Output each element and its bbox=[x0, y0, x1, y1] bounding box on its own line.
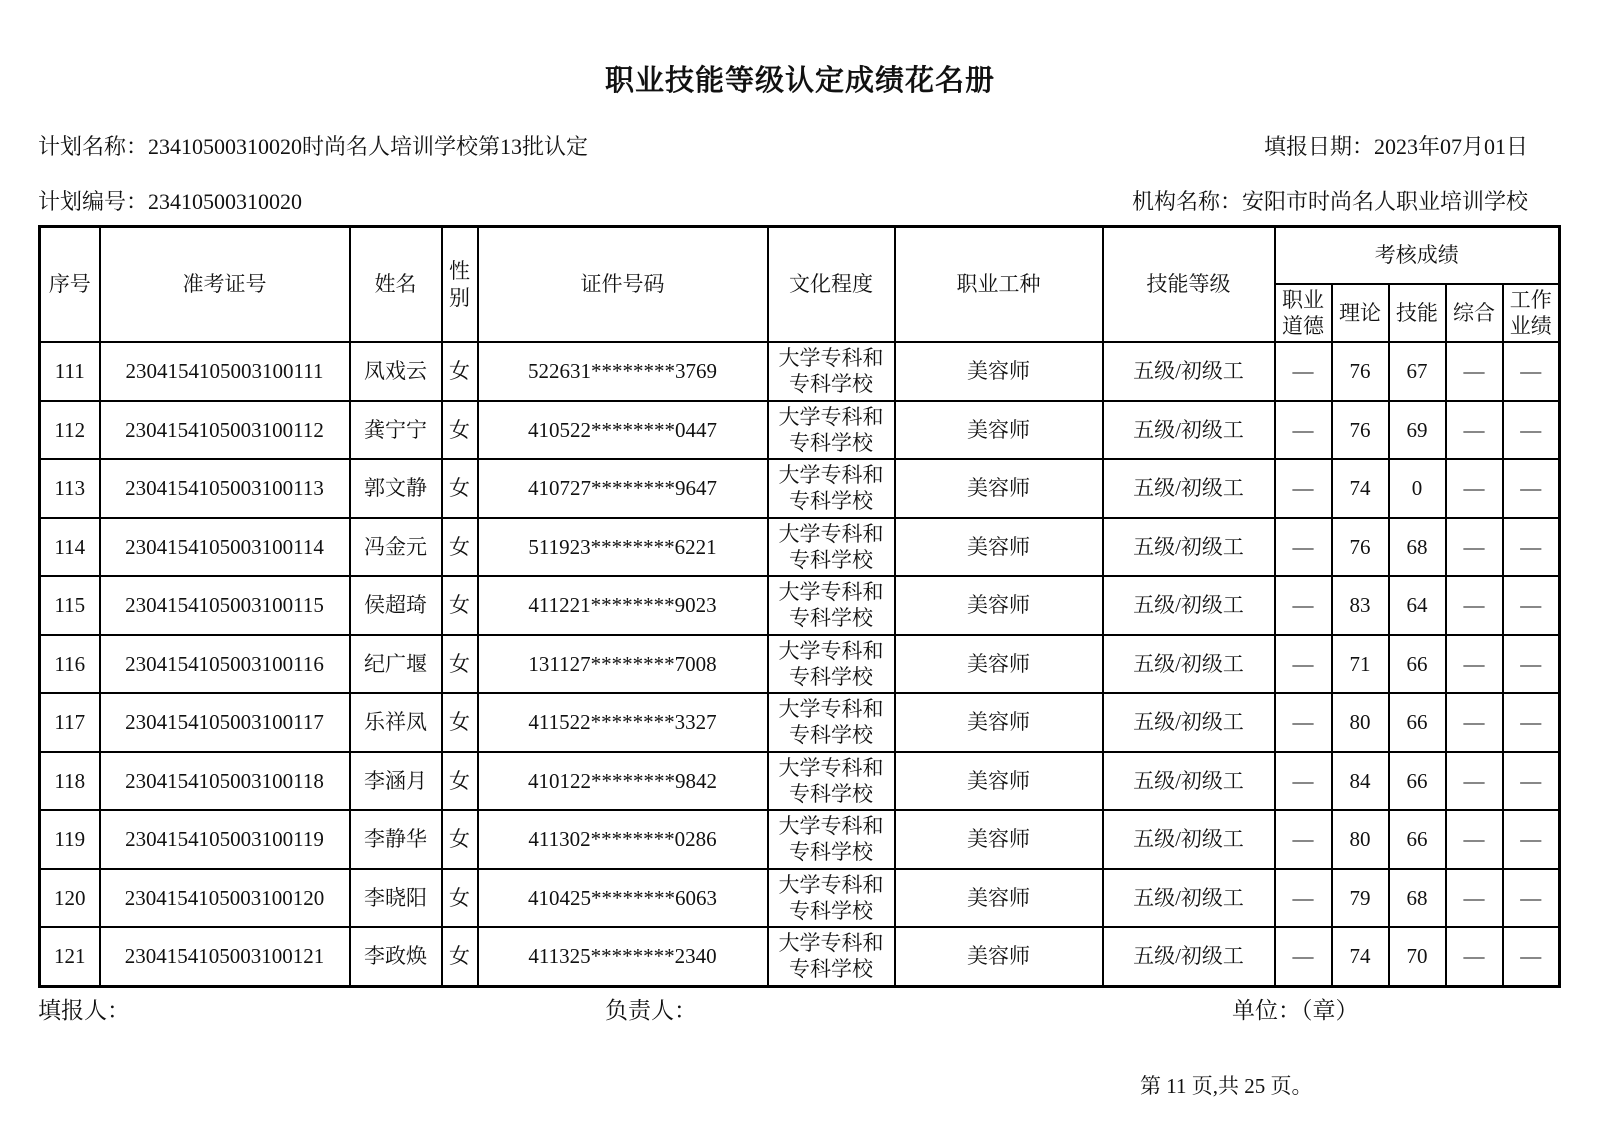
plan-name-label: 计划名称： bbox=[38, 134, 149, 159]
responsible-label: 负责人： bbox=[605, 998, 697, 1023]
cell-exam-no: 2304154105003100119 bbox=[100, 810, 350, 869]
cell-id-no: 511923********6221 bbox=[478, 518, 768, 577]
cell-id-no: 410522********0447 bbox=[478, 401, 768, 460]
cell-seq: 117 bbox=[40, 693, 100, 752]
cell-gender: 女 bbox=[442, 693, 478, 752]
cell-seq: 116 bbox=[40, 635, 100, 694]
cell-education: 大学专科和专科学校 bbox=[768, 518, 895, 577]
header-score-theory: 理论 bbox=[1332, 284, 1389, 343]
cell-occupation: 美容师 bbox=[895, 752, 1103, 811]
org-name bbox=[1132, 185, 1528, 216]
table-row bbox=[40, 342, 1560, 401]
header-education: 文化程度 bbox=[768, 227, 895, 343]
table-row bbox=[40, 752, 1560, 811]
cell-exam-no: 2304154105003100118 bbox=[100, 752, 350, 811]
cell-score-theory: 74 bbox=[1332, 459, 1389, 518]
cell-score-comprehensive: — bbox=[1446, 810, 1503, 869]
cell-score-performance: — bbox=[1503, 927, 1560, 986]
header-score-skill: 技能 bbox=[1389, 284, 1446, 343]
cell-score-skill: 0 bbox=[1389, 459, 1446, 518]
table-row bbox=[40, 518, 1560, 577]
cell-education: 大学专科和专科学校 bbox=[768, 459, 895, 518]
cell-skill-level: 五级/初级工 bbox=[1103, 401, 1275, 460]
cell-education: 大学专科和专科学校 bbox=[768, 401, 895, 460]
cell-score-theory: 74 bbox=[1332, 927, 1389, 986]
cell-id-no: 411221********9023 bbox=[478, 576, 768, 635]
cell-occupation: 美容师 bbox=[895, 401, 1103, 460]
cell-score-comprehensive: — bbox=[1446, 576, 1503, 635]
cell-exam-no: 2304154105003100121 bbox=[100, 927, 350, 986]
cell-score-skill: 66 bbox=[1389, 635, 1446, 694]
cell-score-theory: 76 bbox=[1332, 518, 1389, 577]
cell-score-skill: 67 bbox=[1389, 342, 1446, 401]
cell-occupation: 美容师 bbox=[895, 927, 1103, 986]
cell-name: 侯超琦 bbox=[350, 576, 442, 635]
cell-exam-no: 2304154105003100115 bbox=[100, 576, 350, 635]
header-gender: 性别 bbox=[442, 227, 478, 343]
cell-score-theory: 83 bbox=[1332, 576, 1389, 635]
cell-score-morality: — bbox=[1275, 459, 1332, 518]
report-date-label: 填报日期： bbox=[1263, 134, 1374, 159]
cell-score-performance: — bbox=[1503, 459, 1560, 518]
cell-score-performance: — bbox=[1503, 810, 1560, 869]
cell-skill-level: 五级/初级工 bbox=[1103, 342, 1275, 401]
cell-education: 大学专科和专科学校 bbox=[768, 635, 895, 694]
cell-score-morality: — bbox=[1275, 927, 1332, 986]
header-occupation: 职业工种 bbox=[895, 227, 1103, 343]
cell-exam-no: 2304154105003100114 bbox=[100, 518, 350, 577]
cell-score-performance: — bbox=[1503, 693, 1560, 752]
cell-score-morality: — bbox=[1275, 518, 1332, 577]
cell-education: 大学专科和专科学校 bbox=[768, 869, 895, 928]
cell-exam-no: 2304154105003100112 bbox=[100, 401, 350, 460]
page-number-info: 第 11 页,共 25 页。 bbox=[1140, 1074, 1313, 1098]
cell-exam-no: 2304154105003100111 bbox=[100, 342, 350, 401]
cell-id-no: 410425********6063 bbox=[478, 869, 768, 928]
cell-education: 大学专科和专科学校 bbox=[768, 342, 895, 401]
cell-id-no: 411302********0286 bbox=[478, 810, 768, 869]
cell-score-morality: — bbox=[1275, 752, 1332, 811]
cell-score-comprehensive: — bbox=[1446, 518, 1503, 577]
cell-gender: 女 bbox=[442, 635, 478, 694]
cell-name: 龚宁宁 bbox=[350, 401, 442, 460]
cell-occupation: 美容师 bbox=[895, 518, 1103, 577]
table-row bbox=[40, 927, 1560, 986]
cell-score-performance: — bbox=[1503, 869, 1560, 928]
cell-score-morality: — bbox=[1275, 576, 1332, 635]
table-row bbox=[40, 459, 1560, 518]
cell-education: 大学专科和专科学校 bbox=[768, 752, 895, 811]
cell-occupation: 美容师 bbox=[895, 693, 1103, 752]
table-row bbox=[40, 869, 1560, 928]
cell-gender: 女 bbox=[442, 401, 478, 460]
cell-skill-level: 五级/初级工 bbox=[1103, 869, 1275, 928]
cell-score-performance: — bbox=[1503, 635, 1560, 694]
cell-score-morality: — bbox=[1275, 693, 1332, 752]
cell-score-theory: 79 bbox=[1332, 869, 1389, 928]
cell-score-morality: — bbox=[1275, 810, 1332, 869]
cell-education: 大学专科和专科学校 bbox=[768, 927, 895, 986]
cell-gender: 女 bbox=[442, 459, 478, 518]
table-row bbox=[40, 693, 1560, 752]
cell-score-skill: 66 bbox=[1389, 693, 1446, 752]
cell-score-theory: 76 bbox=[1332, 342, 1389, 401]
cell-score-comprehensive: — bbox=[1446, 635, 1503, 694]
plan-code-label: 计划编号： bbox=[38, 189, 149, 214]
cell-gender: 女 bbox=[442, 810, 478, 869]
cell-score-theory: 80 bbox=[1332, 693, 1389, 752]
cell-name: 李政焕 bbox=[350, 927, 442, 986]
cell-id-no: 411325********2340 bbox=[478, 927, 768, 986]
cell-score-skill: 69 bbox=[1389, 401, 1446, 460]
header-skill-level: 技能等级 bbox=[1103, 227, 1275, 343]
unit-seal-label: 单位：（章） bbox=[1232, 998, 1359, 1023]
cell-name: 乐祥凤 bbox=[350, 693, 442, 752]
cell-education: 大学专科和专科学校 bbox=[768, 810, 895, 869]
cell-education: 大学专科和专科学校 bbox=[768, 693, 895, 752]
cell-score-comprehensive: — bbox=[1446, 459, 1503, 518]
plan-name-value: 23410500310020时尚名人培训学校第13批认定 bbox=[148, 134, 589, 159]
table-row bbox=[40, 576, 1560, 635]
cell-seq: 120 bbox=[40, 869, 100, 928]
roster-table bbox=[38, 225, 1561, 988]
cell-score-morality: — bbox=[1275, 635, 1332, 694]
cell-occupation: 美容师 bbox=[895, 342, 1103, 401]
cell-seq: 119 bbox=[40, 810, 100, 869]
cell-occupation: 美容师 bbox=[895, 576, 1103, 635]
table-row bbox=[40, 401, 1560, 460]
cell-name: 李晓阳 bbox=[350, 869, 442, 928]
cell-id-no: 410727********9647 bbox=[478, 459, 768, 518]
cell-score-comprehensive: — bbox=[1446, 401, 1503, 460]
cell-seq: 113 bbox=[40, 459, 100, 518]
cell-name: 纪广堰 bbox=[350, 635, 442, 694]
cell-exam-no: 2304154105003100117 bbox=[100, 693, 350, 752]
cell-education: 大学专科和专科学校 bbox=[768, 576, 895, 635]
cell-score-comprehensive: — bbox=[1446, 927, 1503, 986]
page-title: 职业技能等级认定成绩花名册 bbox=[604, 65, 995, 97]
header-score-performance: 工作业绩 bbox=[1503, 284, 1560, 343]
cell-score-morality: — bbox=[1275, 401, 1332, 460]
cell-gender: 女 bbox=[442, 752, 478, 811]
header-score-group: 考核成绩 bbox=[1275, 227, 1560, 284]
cell-score-skill: 70 bbox=[1389, 927, 1446, 986]
cell-seq: 121 bbox=[40, 927, 100, 986]
cell-gender: 女 bbox=[442, 869, 478, 928]
org-name-value: 安阳市时尚名人职业培训学校 bbox=[1241, 189, 1528, 214]
cell-score-theory: 76 bbox=[1332, 401, 1389, 460]
cell-gender: 女 bbox=[442, 342, 478, 401]
filler-label: 填报人： bbox=[38, 998, 130, 1023]
cell-id-no: 411522********3327 bbox=[478, 693, 768, 752]
cell-id-no: 410122********9842 bbox=[478, 752, 768, 811]
cell-occupation: 美容师 bbox=[895, 810, 1103, 869]
org-name-label: 机构名称： bbox=[1131, 189, 1242, 214]
header-exam-no: 准考证号 bbox=[100, 227, 350, 343]
cell-id-no: 131127********7008 bbox=[478, 635, 768, 694]
cell-score-theory: 80 bbox=[1332, 810, 1389, 869]
cell-score-performance: — bbox=[1503, 401, 1560, 460]
table-row bbox=[40, 635, 1560, 694]
cell-name: 郭文静 bbox=[350, 459, 442, 518]
cell-seq: 118 bbox=[40, 752, 100, 811]
cell-occupation: 美容师 bbox=[895, 869, 1103, 928]
cell-seq: 115 bbox=[40, 576, 100, 635]
cell-id-no: 522631********3769 bbox=[478, 342, 768, 401]
cell-score-comprehensive: — bbox=[1446, 693, 1503, 752]
cell-score-comprehensive: — bbox=[1446, 342, 1503, 401]
cell-exam-no: 2304154105003100116 bbox=[100, 635, 350, 694]
cell-gender: 女 bbox=[442, 927, 478, 986]
cell-score-skill: 64 bbox=[1389, 576, 1446, 635]
cell-score-performance: — bbox=[1503, 342, 1560, 401]
table-header bbox=[40, 227, 1560, 343]
cell-occupation: 美容师 bbox=[895, 459, 1103, 518]
cell-score-morality: — bbox=[1275, 342, 1332, 401]
cell-skill-level: 五级/初级工 bbox=[1103, 752, 1275, 811]
table-body bbox=[40, 342, 1560, 986]
cell-gender: 女 bbox=[442, 576, 478, 635]
cell-name: 李静华 bbox=[350, 810, 442, 869]
cell-score-skill: 68 bbox=[1389, 869, 1446, 928]
cell-gender: 女 bbox=[442, 518, 478, 577]
cell-occupation: 美容师 bbox=[895, 635, 1103, 694]
cell-skill-level: 五级/初级工 bbox=[1103, 810, 1275, 869]
plan-code-value: 23410500310020 bbox=[148, 189, 303, 214]
cell-name: 凤戏云 bbox=[350, 342, 442, 401]
header-score-morality: 职业道德 bbox=[1275, 284, 1332, 343]
header-seq: 序号 bbox=[40, 227, 100, 343]
cell-seq: 112 bbox=[40, 401, 100, 460]
cell-score-theory: 84 bbox=[1332, 752, 1389, 811]
cell-name: 冯金元 bbox=[350, 518, 442, 577]
cell-score-skill: 68 bbox=[1389, 518, 1446, 577]
cell-score-skill: 66 bbox=[1389, 752, 1446, 811]
meta-line-1 bbox=[38, 130, 1528, 161]
cell-score-performance: — bbox=[1503, 576, 1560, 635]
cell-seq: 114 bbox=[40, 518, 100, 577]
cell-name: 李涵月 bbox=[350, 752, 442, 811]
cell-score-morality: — bbox=[1275, 869, 1332, 928]
meta-line-2 bbox=[38, 185, 1528, 216]
plan-code bbox=[38, 185, 302, 216]
cell-skill-level: 五级/初级工 bbox=[1103, 459, 1275, 518]
table-row bbox=[40, 810, 1560, 869]
cell-exam-no: 2304154105003100120 bbox=[100, 869, 350, 928]
cell-skill-level: 五级/初级工 bbox=[1103, 518, 1275, 577]
report-date-value: 2023年07月01日 bbox=[1373, 134, 1528, 159]
cell-exam-no: 2304154105003100113 bbox=[100, 459, 350, 518]
plan-name bbox=[38, 130, 588, 161]
header-id-no: 证件号码 bbox=[478, 227, 768, 343]
cell-skill-level: 五级/初级工 bbox=[1103, 635, 1275, 694]
cell-skill-level: 五级/初级工 bbox=[1103, 693, 1275, 752]
report-date bbox=[1264, 130, 1528, 161]
cell-score-theory: 71 bbox=[1332, 635, 1389, 694]
cell-score-comprehensive: — bbox=[1446, 869, 1503, 928]
cell-score-performance: — bbox=[1503, 518, 1560, 577]
cell-skill-level: 五级/初级工 bbox=[1103, 927, 1275, 986]
header-name: 姓名 bbox=[350, 227, 442, 343]
cell-score-skill: 66 bbox=[1389, 810, 1446, 869]
cell-score-performance: — bbox=[1503, 752, 1560, 811]
cell-score-comprehensive: — bbox=[1446, 752, 1503, 811]
cell-seq: 111 bbox=[40, 342, 100, 401]
cell-skill-level: 五级/初级工 bbox=[1103, 576, 1275, 635]
signature-line bbox=[0, 992, 1600, 1022]
header-score-comprehensive: 综合 bbox=[1446, 284, 1503, 343]
